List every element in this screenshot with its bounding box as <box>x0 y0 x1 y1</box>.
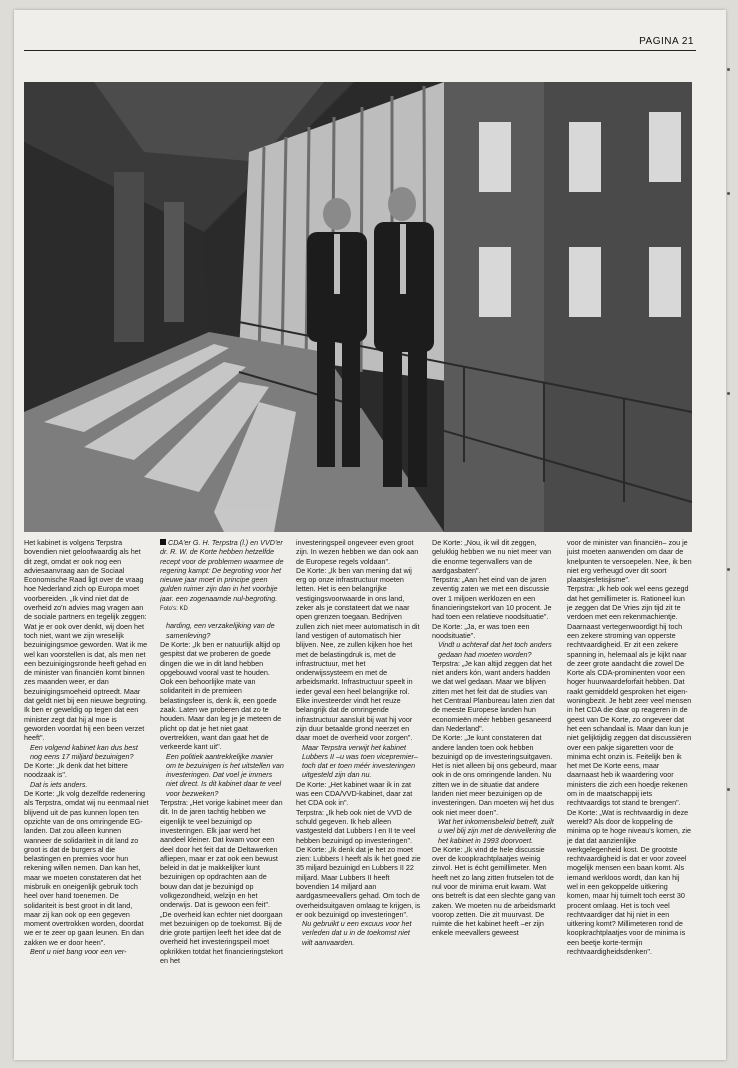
article-photo <box>24 82 692 532</box>
body-paragraph: De Korte: „Je kunt constateren dat andere landen toen ook hebben bezuinigd op de investeringsuitgaven. Het is niet alleen bij ons gebeurd, maar ook in de ons omringende landen. Nu zitten we in de situatie dat andere landen niet meer bezuinigen op de investeringen. Dan moeten wij het dus ook niet meer doen". <box>432 733 557 817</box>
body-paragraph: De Korte: „Het kabinet waar ik in zat was een CDA/VVD-kabinet, daar zat het CDA ook in". <box>296 779 413 808</box>
caption-bullet-icon <box>160 539 166 545</box>
body-paragraph: De Korte: „Ik denk dat je het zo moet zien: Lubbers I heeft als ik het goed zie 35 miljard bezuinigd en Lubbers II 22 miljard. Maar Lubbers II heeft bovendien 14 miljard aan aardgasmeevallers gehad. Om toch de overheidsuitgaven omlaag te krijgen, is er ook bezuinigd op investeringen". <box>296 844 421 919</box>
body-paragraph: „De overheid kan echter niet doorgaan met bezuinigen op de toekomst. Bij de drie grote partijen leeft het idee dat de overheid het investeringspeil moet opkrikken totdat het financieringstekort en het <box>160 909 284 966</box>
interview-question: Nu gebruikt u een excuus voor het verleden dat u in de toekomst niet wilt aanvaarden. <box>302 919 412 947</box>
corridor-photo-graphic <box>24 82 692 532</box>
photo-credit: Foto's: KD <box>160 606 188 613</box>
margin-speck <box>727 68 730 71</box>
body-paragraph: Terpstra: „Ik heb ook wel eens gezegd dat het gemillimeter is. Rationeel kun je zeggen dat De Vries zijn tijd zit te verdoen met een rekenmachientje. Daarnaast vertegenwoordigt hij toch een zekere stroming van opperste rechtvaardigheid. Er zit een zekere spanning in, helemaal als je kijkt naar de zeer grote aandacht die zowel De Korte als CDA-prominenten voor een hoger huurwaardeforfait hebben. Dat raakt gemiddeld gesproken het eigen-woningbezit. Je hebt zeer veel mensen in het CDA die daar op reageren in de geest van De Korte, zo ongeveer dat het een schandaal is. Maar dan kun je niet gelijktijdig zeggen dat discussiëren over een pakje sigaretten voor de minima echt onzin is. Feitelijk ben ik het met De Korte eens, maar daarnaast heb ik waardering voor ministers die zich een hoedje rekenen om in de maatschappij iets rechtvaardigs tot stand te brengen". <box>567 584 692 808</box>
body-paragraph: voor de minister van financiën– zou je juist moeten aanwenden om daar de knelpunten te versoepelen. Nee, ik ben niet erg verheugd over dit soort plaatsjesfetisjisme". <box>567 538 692 585</box>
caption-text: CDA'er G. H. Terpstra (l.) en VVD'er dr. R. W. de Korte hebben hetzelfde recept voor de problemen waarmee de regering kampt: De begroting voor het nieuwe jaar moet in principe geen gulden ruimer zijn dan in het voorbije jaar. een zogenaamde nul-begroting. <box>160 538 284 603</box>
text-column-5 <box>567 538 692 1048</box>
page-header <box>24 36 696 51</box>
interview-question: Vindt u achteraf dat het toch anders gedaan had moeten worden? <box>438 640 552 659</box>
interview-question: Bent u niet bang voor een ver- <box>30 947 127 957</box>
body-paragraph: Terpstra: „Je kan altijd zeggen dat het niet anders kón, want anders hadden we dat wel gedaan. Maar we blijven zitten met het feit dat de studies van het Centraal Planbureau laten zien dat de meeste Europese landen hun economieën méér hebben gesaneerd dan Nederland". <box>432 658 555 733</box>
interview-question: harding, een verzakelijking van de samenleving? <box>166 621 275 640</box>
interview-question: Wat het inkomensbeleid betreft, zuilt u wel blij zijn met de denivellering die het kabinet in 1993 doorvoert. <box>438 816 557 845</box>
photo-caption <box>160 538 285 614</box>
body-paragraph: Het kabinet is volgens Terpstra bovendien niet geloofwaardig als het dit zegt, omdat er ook nog een adviesaanvraag aan de Sociaal Economische Raad ligt over de vraag hoe Nederland zich op Europa moet voorbereiden. „Ik vind niet dat de overheid zo'n advies mag vragen aan de sociale partners en tegelijk zeggen: Wat je er ook over denkt, wij doen het toch niet, want we zijn wreselijk bezuinigingsmoe geworden. Wat ik me wel kan voorstellen is dat, als men net een bezuinigingsronde heeft gehad en de minister van financiën komt binnen zes maanden weer, er dan bezuinigingsmoeheid optreedt. Maar dat geldt niet bij een nieuwe begroting. Ik ben er geweldig op tegen dat een minister zegt dat hij al moe is geworden voordat hij een been verzet heeft". <box>24 538 148 743</box>
body-paragraph: Terpstra: „Het vorige kabinet meer dan dit. In de jaren tachtig hebben we eigenlijk te veel bezuinigd op investeringen. Elk jaar werd het aandeel kleiner. Dat kwam voor een deel door het feit dat de Deltawerken afliepen, maar er zat ook een bewust beleid in dat je makkelijker kunt bezuinigen op opdrachten aan de bouw dan dat je bezuinigd op volkgezondheid, welzijn en het onderwijs. Dat is gewoon een feit". <box>160 798 283 910</box>
margin-speck <box>727 392 730 395</box>
text-column-1 <box>24 538 149 1048</box>
body-paragraph: De Korte: „Ik ben er natuurlijk altijd op gespitst dat we proberen de goede dingen die we in dit land hebben opgebouwd vooral vast te houden. Ook een behoorlijke mate van solidariteit in de premieen belastingsfeer is, denk ik, een goede zaak. Laten we proberen dat zo te houden. Maar dan leg je je meteen de plicht op dat je het niet gaat overtrekken, want dan gaat het de verkeerde kant uit". <box>160 639 282 752</box>
text-column-3 <box>296 538 421 1048</box>
body-paragraph: De Korte: „Ik vind de hele discussie over de koopkrachtplaatjes weinig zinvol. Het is écht gemillimeter. Men heeft net zo lang zitten frutselen tot de nul voor de minima eruit kwam. Wat ons betreft is dat een slechte gang van zaken. We moeten nu de arbeidsmarkt voorop zetten. Die zit muurvast. De ruimte die het kabinet heeft –er zijn enkele meevallers geweest <box>432 844 556 938</box>
margin-speck <box>727 192 730 195</box>
text-column-4 <box>432 538 557 1048</box>
interview-question: Maar Terpstra verwijt het kabinet Lubbers II –u was toen vicepremier– toch dat er toen méér investeringen uitgesteld zijn dan nu. <box>302 742 418 780</box>
body-paragraph: Terpstra: „Aan het eind van de jaren zeventig zaten we met een discussie over 1 miljoen werklozen en een financieringstekort van 10 procent. Je had toen een relatieve noodsituatie". <box>432 575 552 622</box>
body-paragraph: De Korte: „Nou, ik wil dit zeggen, gelukkig hebben we nu niet meer van die enorme tegenvallers van de aardgasbaten". <box>432 538 552 575</box>
interview-question: Een volgend kabinet kan dus best nog eens 17 miljard bezuinigen? <box>30 742 138 761</box>
margin-speck <box>727 568 730 571</box>
margin-speck <box>727 788 730 791</box>
text-column-2 <box>160 538 285 1048</box>
page-number: PAGINA 21 <box>639 36 694 47</box>
body-paragraph: De Korte: „Ik denk dat het bittere noodzaak is". <box>24 761 128 780</box>
interview-question: Een politiek aantrekkelijke manier om te bezuinigen is het uitstellen van investeringen. Dat voel je immers niet direct. Is dit kabinet daar te veel voor bezweken? <box>166 751 284 798</box>
article-body <box>24 538 692 1048</box>
body-paragraph: De Korte: „Ik ben van mening dat wij erg op onze infrastructuur moeten letten. Het is een belangrijke vestigingsvoorwaarde in ons land, zeker als je constateert dat we naar open grenzen toegaan. Bedrijven zullen zich niet meer automatisch in dit land vestigen of automatisch hier blijven. Nee, ze zullen kijken hoe het met de belastingdruk is, met de infrastructuur, met het onderwijssysteem en met de arbeidsmarkt. Infrastructuur speelt in ieder geval een heel belangrijke rol. Elke investeerder vindt het reuze belangrijk dat de omringende infrastructuur aansluit bij wat hij voor zijn duur betaalde grond neerzet en daar moet de overheid voor zorgen". <box>296 565 420 743</box>
body-paragraph: De Korte: „Ik volg dezelfde redenering als Terpstra, omdat wij nu eenmaal niet blijvend uit de pas kunnen lopen ten opzichte van de ons omringende EG-landen. Dat zou alleen kunnen wanneer de solidariteit in dit land zo groot is dat de burgers al die belastingen en premies voor hun rekening willen nemen. Dan kan het, maar we moeten constateren dat het misbruik en oneigenlijk gebruik toch heel over hand toenemen. De solidariteit is best groot in dit land, maar zij kan ook op een gegeven moment overtrokken worden, doordat we er te zeer op gaan leunen. En dan zakken we er door heen". <box>24 789 149 947</box>
body-paragraph: De Korte: „Ja, er was toen een noodsituatie". <box>432 621 530 640</box>
body-paragraph: De Korte: „Wat is rechtvaardig in deze wereld? Als door de koppeling de minima op te hoge niveau's komen, zie je dat dat aanzienlijke werkgelegenheid kost. De grootste rechtvaardigheid is dat er voor zoveel mogelijk mensen een baan komt. Als iemand werkloos wordt, dan kan hij wel in een gekoppelde uitkering komen, maar hij tuimelt toch eerst 30 procent omlaag. Het is toch veel rechtvaardiger dat hij niet in een uitkering komt? Millimeteren rond de koopkrachtplaatjes voor de minima is een beetje korte-termijn rechtvaardigheidsdenken". <box>567 807 692 957</box>
body-paragraph: investeringspeil ongeveer even groot zijn. In wezen hebben we dan ook aan de Europese regels voldaan". <box>296 538 419 566</box>
interview-question: Dat is iets anders. <box>30 779 88 789</box>
body-paragraph: Terpstra: „Ik heb ook niet de VVD de schuld gegeven. Ik heb alleen vastgesteld dat Lubbers I en II te veel hebben bezuinigd op investeringen". <box>296 807 416 845</box>
